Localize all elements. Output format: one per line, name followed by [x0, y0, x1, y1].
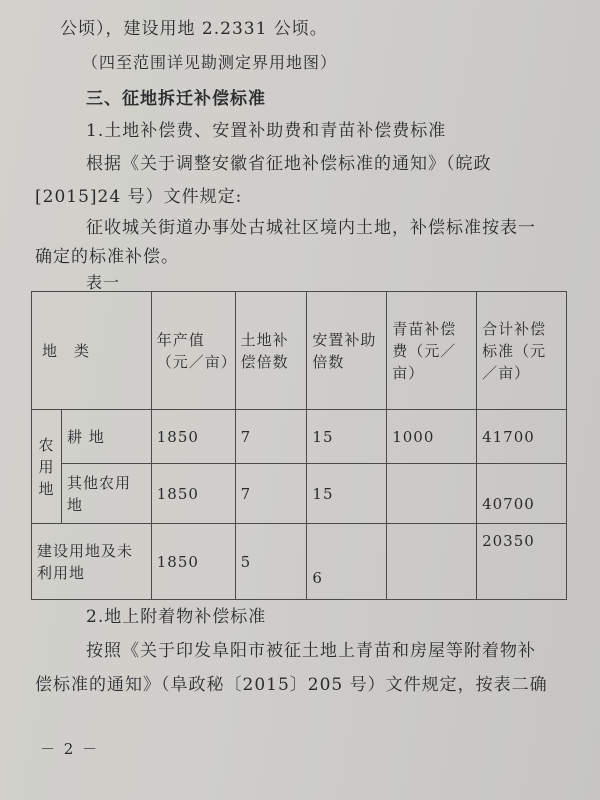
header-total: 合计补偿标准（元／亩） [477, 292, 567, 410]
header-crop-fee: 青苗补偿费（元／亩） [387, 292, 477, 410]
text-line-8: 确定的标准补偿。 [35, 247, 179, 267]
table-caption: 表一 [86, 273, 121, 292]
text-line-7: 征收城关街道办事处古城社区境内土地，补偿标准按表一 [86, 218, 536, 238]
page-number: － 2 － [40, 740, 100, 758]
header-land-multiple: 土地补偿倍数 [235, 292, 307, 410]
header-annual-output: 年产值（元／亩） [151, 292, 235, 410]
text-line-1: 公顷），建设用地 2.2331 公顷。 [60, 19, 328, 39]
row-name: 建设用地及未利用地 [32, 524, 152, 600]
header-resettle-multiple: 安置补助倍数 [307, 292, 387, 410]
group-label-agricultural: 农 用 地 [32, 410, 62, 524]
row-name: 耕 地 [61, 410, 151, 464]
table-row [32, 410, 567, 464]
subsection-heading-2: 2.地上附着物补偿标准 [86, 607, 267, 627]
row-crop-fee [387, 464, 477, 524]
row-total: 41700 [477, 410, 567, 464]
row-land-multiple: 7 [235, 464, 307, 524]
header-land-type: 地 类 [32, 292, 152, 410]
table-row [32, 524, 567, 600]
row-resettle-multiple: 15 [307, 410, 387, 464]
text-line-2: （四至范围详见勘测定界用地图） [82, 53, 338, 72]
row-crop-fee [387, 524, 477, 600]
row-land-multiple: 7 [235, 410, 307, 464]
row-total: 20350 [477, 524, 567, 600]
row-total: 40700 [477, 464, 567, 524]
row-resettle-multiple: 6 [307, 524, 387, 600]
subsection-heading-1: 1.土地补偿费、安置补助费和青苗补偿费标准 [86, 121, 447, 141]
row-annual-output: 1850 [151, 410, 235, 464]
row-resettle-multiple: 15 [307, 464, 387, 524]
table-row [32, 464, 567, 524]
row-annual-output: 1850 [151, 524, 235, 600]
row-annual-output: 1850 [151, 464, 235, 524]
row-crop-fee: 1000 [387, 410, 477, 464]
text-line-11: 按照《关于印发阜阳市被征土地上青苗和房屋等附着物补 [86, 641, 536, 661]
row-name: 其他农用地 [61, 464, 151, 524]
compensation-table [31, 291, 567, 600]
text-line-12: 偿标准的通知》（阜政秘〔2015〕205 号）文件规定，按表二确 [35, 675, 548, 695]
table-header-row [32, 292, 567, 410]
text-line-6: [2015]24 号）文件规定: [35, 187, 243, 207]
section-heading: 三、征地拆迁补偿标准 [86, 89, 266, 109]
row-land-multiple: 5 [235, 524, 307, 600]
text-line-5: 根据《关于调整安徽省征地补偿标准的通知》（皖政 [86, 154, 492, 174]
